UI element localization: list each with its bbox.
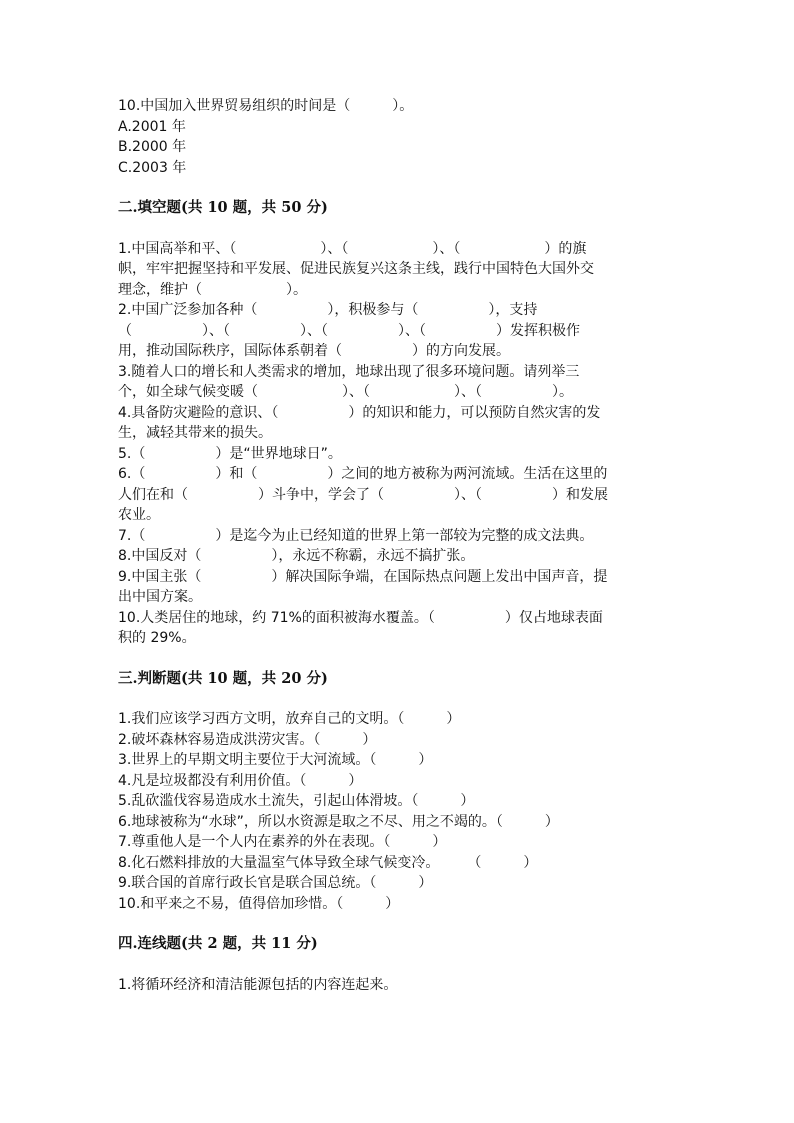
text-line: 9.联合国的首席行政长官是联合国总统。（ ）: [118, 875, 433, 891]
option-c: C.2003 年: [118, 159, 187, 176]
text-line: 7.（ ）是迄今为止已经知道的世界上第一部较为完整的成文法典。: [118, 527, 594, 544]
text-line: 出中国方案。: [118, 589, 202, 605]
text-line: 4.具备防灾避险的意识、（ ）的知识和能力，可以预防自然灾害的发: [118, 404, 601, 421]
text-line: 理念，维护（ ）。: [118, 281, 307, 298]
text-line: 7.尊重他人是一个人内在素养的外在表现。（ ）: [118, 834, 447, 850]
text-line: 积的 29%。: [118, 630, 196, 646]
text-line: 6.（ ）和（ ）之间的地方被称为两河流域。生活在这里的: [118, 466, 608, 482]
text-line: 1.我们应该学习西方文明，放弃自己的文明。（ ）: [118, 711, 461, 727]
section-heading-matching: 四.连线题(共 2 题，共 11 分): [118, 935, 318, 952]
text-line: 3.世界上的早期文明主要位于大河流域。（ ）: [118, 752, 433, 768]
text-line: 2.破坏森林容易造成洪涝灾害。（ ）: [118, 731, 377, 748]
section-heading-fill-in: 二.填空题(共 10 题，共 50 分): [118, 199, 328, 216]
text-line: 9.中国主张（ ）解决国际争端，在国际热点问题上发出中国声音，提: [118, 568, 608, 585]
text-line: 8.中国反对（ ），永远不称霸，永远不搞扩张。: [118, 548, 475, 564]
text-line: 3.随着人口的增长和人类需求的增加，地球出现了很多环境问题。请列举三: [118, 363, 580, 380]
option-b: B.2000 年: [118, 139, 187, 155]
text-line: 用，推动国际秩序，国际体系朝着（ ）的方向发展。: [118, 343, 510, 359]
text-line: 8.化石燃料排放的大量温室气体导致全球气候变冷。 （ ）: [118, 854, 538, 871]
text-line: 5.乱砍滥伐容易造成水土流失，引起山体滑坡。（ ）: [118, 793, 475, 809]
option-a: A.2001 年: [118, 118, 186, 135]
matching-question-1: 1.将循环经济和清洁能源包括的内容连起来。: [118, 976, 398, 993]
true-false-questions: [118, 709, 678, 914]
question-text: 10.中国加入世界贸易组织的时间是（ ）。: [118, 98, 414, 114]
text-line: 人们在和（ ）斗争中，学会了（ ）、（ ）和发展: [118, 486, 608, 503]
text-line: 4.凡是垃圾都没有利用价值。（ ）: [118, 772, 363, 789]
text-line: 5.（ ）是“世界地球日”。: [118, 445, 342, 462]
text-line: 农业。: [118, 507, 160, 523]
fill-in-questions: [118, 239, 678, 649]
text-line: 6.地球被称为“水球”，所以水资源是取之不尽、用之不竭的。（ ）: [118, 813, 559, 830]
text-line: 10.人类居住的地球，约 71%的面积被海水覆盖。（ ）仅占地球表面: [118, 609, 603, 626]
text-line: 10.和平来之不易，值得倍加珍惜。（ ）: [118, 895, 400, 912]
section-heading-true-false: 三.判断题(共 10 题，共 20 分): [118, 669, 328, 687]
text-line: 生，减轻其带来的损失。: [118, 425, 272, 441]
text-line: 2.中国广泛参加各种（ ），积极参与（ ），支持: [118, 302, 538, 318]
text-line: 个，如全球气候变暖（ ）、（ ）、（ ）。: [118, 384, 573, 400]
text-line: （ ）、（ ）、（ ）、（ ）发挥积极作: [118, 322, 580, 339]
text-line: 1.中国高举和平、（ ）、（ ）、（ ）的旗: [118, 240, 587, 257]
choice-question-10: [118, 96, 678, 178]
exam-page: [118, 96, 678, 995]
text-line: 帜，牢牢把握坚持和平发展、促进民族复兴这条主线，践行中国特色大国外交: [118, 261, 594, 277]
